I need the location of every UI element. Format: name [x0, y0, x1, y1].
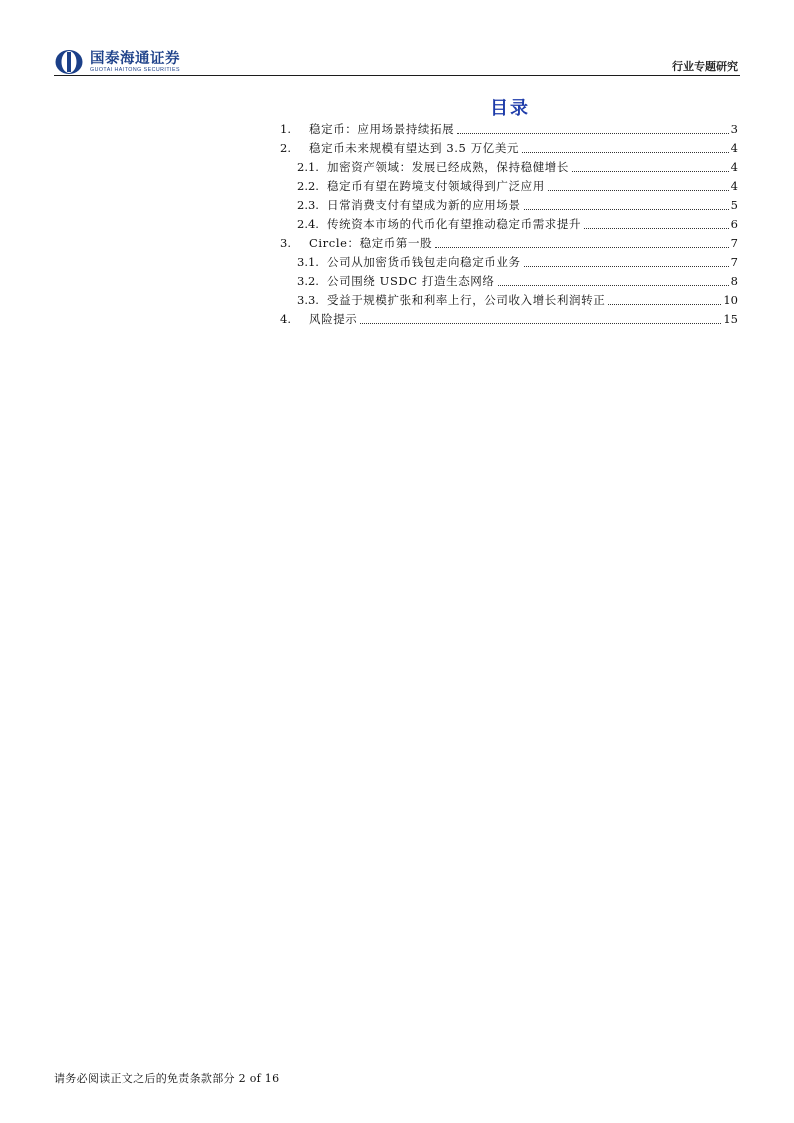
toc-entry-page: 7: [730, 255, 738, 269]
toc-entry-page: 15: [723, 312, 738, 326]
report-category: 行业专题研究: [672, 60, 738, 73]
table-of-contents: [280, 120, 738, 329]
toc-dot-leader: [572, 170, 729, 172]
page-footer-disclaimer: 请务必阅读正文之后的免责条款部分 2 of 16: [54, 1072, 280, 1085]
toc-entry-number: 2.: [280, 141, 291, 155]
toc-entry-number: 2.1.: [297, 160, 319, 174]
toc-dot-leader: [584, 227, 729, 229]
toc-entry-page: 10: [723, 293, 738, 307]
toc-dot-leader: [360, 322, 721, 324]
toc-dot-leader: [457, 132, 728, 134]
logo-chinese-name: 国泰海通证券: [90, 50, 180, 67]
toc-entry-title: 稳定币有望在跨境支付领域得到广泛应用: [327, 179, 545, 193]
toc-entry-page: 5: [730, 198, 738, 212]
toc-dot-leader: [498, 284, 729, 286]
toc-dot-leader: [524, 265, 729, 267]
toc-dot-leader: [522, 151, 729, 153]
toc-entry-title: 稳定币：应用场景持续拓展: [309, 122, 455, 136]
toc-entry-number: 3.2.: [297, 274, 319, 288]
toc-entry-title: 加密资产领域：发展已经成熟，保持稳健增长: [327, 160, 569, 174]
toc-entry-number: 2.4.: [297, 217, 319, 231]
toc-entry-page: 3: [730, 122, 738, 136]
toc-entry-2-3[interactable]: [280, 196, 738, 215]
page-header: [54, 48, 740, 78]
toc-entry-title: 稳定币未来规模有望达到 3.5 万亿美元: [309, 141, 520, 155]
toc-entry-title: 风险提示: [309, 312, 358, 326]
toc-entry-number: 2.2.: [297, 179, 319, 193]
toc-entry-page: 4: [730, 141, 738, 155]
toc-entry-2-2[interactable]: [280, 177, 738, 196]
toc-title: 目录: [490, 98, 530, 119]
toc-entry-3-2[interactable]: [280, 272, 738, 291]
toc-entry-3-1[interactable]: [280, 253, 738, 272]
logo-emblem-icon: [54, 49, 84, 75]
toc-entry-title: Circle：稳定币第一股: [309, 236, 433, 250]
toc-entry-1[interactable]: [280, 120, 738, 139]
toc-entry-3[interactable]: [280, 234, 738, 253]
toc-entry-page: 7: [730, 236, 738, 250]
toc-entry-page: 4: [730, 160, 738, 174]
toc-entry-2-4[interactable]: [280, 215, 738, 234]
toc-entry-number: 3.: [280, 236, 291, 250]
toc-entry-2[interactable]: [280, 139, 738, 158]
toc-entry-number: 2.3.: [297, 198, 319, 212]
toc-entry-number: 1.: [280, 122, 291, 136]
toc-entry-number: 4.: [280, 312, 291, 326]
toc-entry-page: 4: [730, 179, 738, 193]
header-divider: [54, 75, 740, 76]
toc-entry-title: 传统资本市场的代币化有望推动稳定币需求提升: [327, 217, 582, 231]
toc-entry-number: 3.3.: [297, 293, 319, 307]
toc-entry-3-3[interactable]: [280, 291, 738, 310]
toc-dot-leader: [548, 189, 729, 191]
toc-entry-page: 6: [730, 217, 738, 231]
toc-entry-title: 公司围绕 USDC 打造生态网络: [327, 274, 495, 288]
toc-entry-number: 3.1.: [297, 255, 319, 269]
toc-entry-page: 8: [730, 274, 738, 288]
toc-dot-leader: [524, 208, 729, 210]
toc-dot-leader: [608, 303, 721, 305]
toc-entry-title: 受益于规模扩张和利率上行，公司收入增长利润转正: [327, 293, 606, 307]
toc-entry-title: 日常消费支付有望成为新的应用场景: [327, 198, 521, 212]
toc-entry-title: 公司从加密货币钱包走向稳定币业务: [327, 255, 521, 269]
company-logo: [54, 48, 180, 76]
toc-entry-4[interactable]: [280, 310, 738, 329]
toc-entry-2-1[interactable]: [280, 158, 738, 177]
logo-english-name: GUOTAI HAITONG SECURITIES: [90, 66, 180, 73]
toc-dot-leader: [435, 246, 728, 248]
